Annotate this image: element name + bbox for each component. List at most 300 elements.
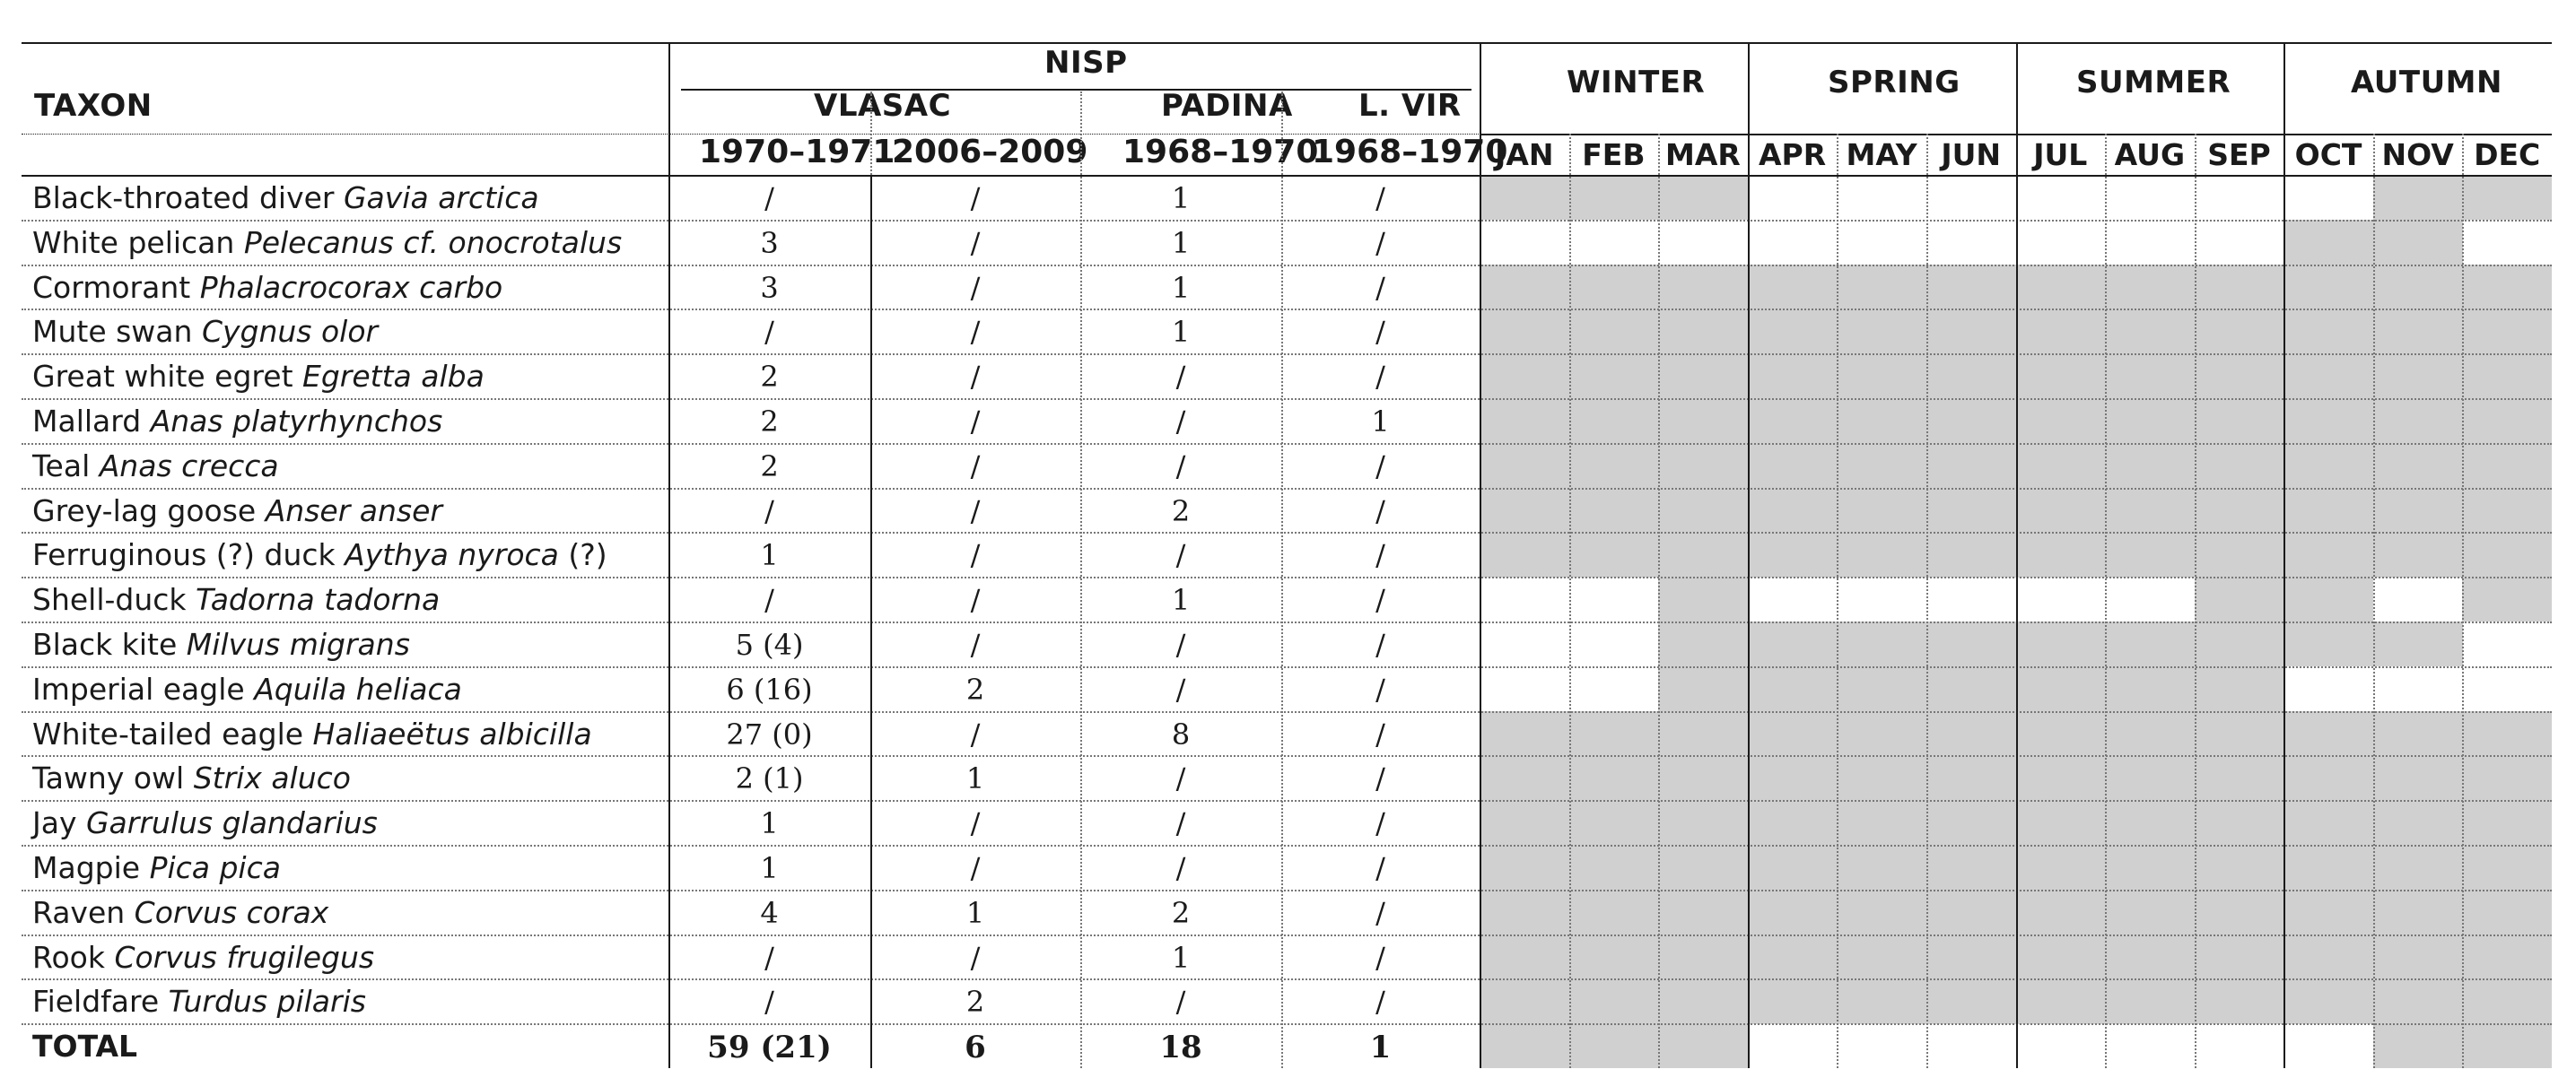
- month-shade-cell: [1658, 978, 1748, 1023]
- month-shade-cell: [2462, 935, 2552, 979]
- taxon-common-name: Great white egret: [32, 359, 302, 395]
- month-shade-cell: [1748, 309, 1838, 353]
- month-header-apr: APR: [1758, 137, 1827, 172]
- month-shade-cell: [2283, 890, 2373, 935]
- taxon-name: [32, 224, 623, 260]
- taxon-suffix: (?): [558, 537, 607, 573]
- month-shade-cell: [1837, 353, 1926, 398]
- nisp-value: /: [1175, 806, 1186, 841]
- month-shade-cell: [2195, 800, 2284, 845]
- nisp-value: 8: [1171, 717, 1191, 752]
- month-shade-cell: [1658, 711, 1748, 756]
- nisp-value: /: [1375, 538, 1385, 573]
- month-shade-cell: [1480, 978, 1569, 1023]
- month-shade-cell: [1480, 755, 1569, 800]
- nisp-value: /: [1175, 761, 1186, 796]
- month-shade-cell: [2195, 398, 2284, 443]
- month-shade-cell: [1569, 711, 1659, 756]
- season-header-autumn: AUTUMN: [2351, 65, 2502, 100]
- taxon-common-name: White pelican: [32, 224, 244, 260]
- year-header-vlasac-1970: 1970–1971: [699, 134, 895, 170]
- month-shade-cell: [1658, 175, 1748, 220]
- nisp-value: 3: [760, 225, 779, 260]
- row-separator: [22, 622, 2552, 623]
- taxon-latin-name: Aquila heliaca: [254, 671, 462, 707]
- row-separator: [22, 935, 2552, 936]
- nisp-value: /: [1375, 583, 1385, 618]
- month-shade-cell: [2195, 488, 2284, 533]
- nisp-value: 1: [1171, 225, 1191, 260]
- nisp-value: 1: [1171, 315, 1191, 350]
- month-header-oct: OCT: [2294, 137, 2362, 172]
- nisp-value: /: [970, 940, 981, 975]
- month-shade-cell: [1658, 890, 1748, 935]
- month-shade-cell: [2373, 1023, 2463, 1068]
- nisp-value: /: [1375, 225, 1385, 260]
- month-shade-cell: [1926, 666, 2016, 711]
- month-shade-cell: [2105, 353, 2195, 398]
- year-header-padina-1968: 1968–1970: [1122, 134, 1319, 170]
- padina-rule: [1080, 91, 1082, 1068]
- month-shade-cell: [1658, 353, 1748, 398]
- month-shade-cell: [2462, 488, 2552, 533]
- taxon-common-name: Magpie: [32, 850, 150, 885]
- site-header-padina: PADINA: [1161, 88, 1293, 124]
- nisp-value: /: [1175, 985, 1186, 1020]
- month-rule: [2195, 134, 2196, 1068]
- month-shade-cell: [1658, 577, 1748, 622]
- taxon-common-name: Mallard: [32, 404, 151, 439]
- taxon-latin-name: Aythya nyroca: [345, 537, 559, 573]
- month-shade-cell: [2195, 622, 2284, 666]
- month-shade-cell: [1926, 532, 2016, 577]
- month-shade-cell: [1926, 845, 2016, 890]
- month-shade-cell: [1837, 666, 1926, 711]
- taxon-name: [32, 716, 592, 752]
- nisp-value: 2: [965, 985, 985, 1020]
- month-shade-cell: [1658, 845, 1748, 890]
- month-shade-cell: [1480, 175, 1569, 220]
- month-shade-cell: [1926, 935, 2016, 979]
- taxon-name: [32, 537, 607, 573]
- month-shade-cell: [1658, 622, 1748, 666]
- month-shade-cell: [1658, 488, 1748, 533]
- nisp-value: /: [764, 493, 774, 528]
- month-shade-cell: [2016, 353, 2106, 398]
- month-shade-cell: [1748, 800, 1838, 845]
- month-shade-cell: [2016, 309, 2106, 353]
- month-shade-cell: [2462, 577, 2552, 622]
- month-shade-cell: [1569, 353, 1659, 398]
- nisp-value: /: [970, 315, 981, 350]
- month-shade-cell: [2016, 755, 2106, 800]
- taxon-name: [32, 671, 462, 707]
- taxon-latin-name: Anas crecca: [99, 448, 279, 483]
- taxon-name: [32, 805, 378, 841]
- month-shade-cell: [1748, 622, 1838, 666]
- month-shade-cell: [2016, 845, 2106, 890]
- taxon-name: [32, 269, 503, 305]
- month-shade-cell: [2283, 532, 2373, 577]
- nisp-value: /: [764, 985, 774, 1020]
- month-shade-cell: [2195, 265, 2284, 309]
- month-shade-cell: [2462, 800, 2552, 845]
- month-shade-cell: [1480, 265, 1569, 309]
- month-shade-cell: [1658, 443, 1748, 488]
- nisp-value: /: [970, 806, 981, 841]
- nisp-value: /: [1175, 538, 1186, 573]
- nisp-value: /: [1375, 761, 1385, 796]
- month-shade-cell: [1480, 845, 1569, 890]
- month-rule: [1658, 134, 1660, 1068]
- month-shade-cell: [1658, 398, 1748, 443]
- month-shade-cell: [2373, 622, 2463, 666]
- month-shade-cell: [1569, 1023, 1659, 1068]
- nisp-value: 1: [1171, 583, 1191, 618]
- month-shade-cell: [1748, 265, 1838, 309]
- nisp-value: /: [1375, 940, 1385, 975]
- month-shade-cell: [2373, 309, 2463, 353]
- month-shade-cell: [2462, 845, 2552, 890]
- month-shade-cell: [2016, 398, 2106, 443]
- month-shade-cell: [1480, 488, 1569, 533]
- month-shade-cell: [2195, 309, 2284, 353]
- month-shade-cell: [1569, 890, 1659, 935]
- nisp-value: /: [1375, 270, 1385, 305]
- month-shade-cell: [2016, 711, 2106, 756]
- month-shade-cell: [1837, 532, 1926, 577]
- month-shade-cell: [2195, 532, 2284, 577]
- taxon-common-name: Teal: [32, 448, 100, 483]
- month-shade-cell: [2283, 488, 2373, 533]
- taxon-common-name: Grey-lag goose: [32, 492, 266, 528]
- nisp-value: 2: [1171, 493, 1191, 528]
- year-header-lvir-1968: 1968–1970: [1312, 134, 1508, 170]
- month-shade-cell: [1837, 978, 1926, 1023]
- month-shade-cell: [2373, 488, 2463, 533]
- month-shade-cell: [2462, 265, 2552, 309]
- season-header-summer: SUMMER: [2076, 65, 2231, 100]
- month-shade-cell: [2016, 978, 2106, 1023]
- month-shade-cell: [1837, 443, 1926, 488]
- nisp-value: 27 (0): [726, 717, 813, 752]
- month-shade-cell: [2283, 220, 2373, 265]
- nisp-value: /: [1375, 493, 1385, 528]
- month-shade-cell: [1926, 265, 2016, 309]
- taxon-common-name: White-tailed eagle: [32, 716, 313, 752]
- month-shade-cell: [1480, 711, 1569, 756]
- taxon-latin-name: Phalacrocorax carbo: [199, 269, 503, 305]
- taxon-name: [32, 939, 375, 975]
- nisp-value: 2 (1): [735, 761, 804, 796]
- month-shade-cell: [2373, 175, 2463, 220]
- month-shade-cell: [2283, 711, 2373, 756]
- nisp-value: /: [764, 181, 774, 215]
- month-shade-cell: [2195, 711, 2284, 756]
- taxon-name: [32, 404, 443, 439]
- taxon-name: [32, 894, 329, 930]
- month-shade-cell: [1748, 398, 1838, 443]
- taxon-latin-name: Haliaeëtus albicilla: [312, 716, 592, 752]
- month-shade-cell: [1926, 353, 2016, 398]
- month-shade-cell: [2373, 800, 2463, 845]
- month-rule: [1837, 134, 1838, 1068]
- month-shade-cell: [1569, 443, 1659, 488]
- month-header-jan: JAN: [1495, 137, 1554, 172]
- taxon-name: [32, 180, 539, 215]
- month-shade-cell: [2195, 935, 2284, 979]
- month-shade-cell: [1480, 353, 1569, 398]
- month-shade-cell: [1569, 845, 1659, 890]
- month-shade-cell: [1926, 978, 2016, 1023]
- month-shade-cell: [2283, 398, 2373, 443]
- month-shade-cell: [1926, 800, 2016, 845]
- nisp-value: 1: [965, 761, 985, 796]
- month-shade-cell: [1658, 666, 1748, 711]
- nisp-value: 6 (16): [726, 672, 813, 707]
- month-rule: [1569, 134, 1571, 1068]
- nisp-value: /: [970, 583, 981, 618]
- month-shade-cell: [2195, 666, 2284, 711]
- taxon-common-name: TOTAL: [32, 1029, 138, 1065]
- month-shade-cell: [1926, 309, 2016, 353]
- nisp-value: /: [1375, 851, 1385, 885]
- nisp-value: /: [1375, 806, 1385, 841]
- nisp-value: 2: [1171, 895, 1191, 930]
- nisp-value: /: [1175, 851, 1186, 885]
- nisp-value: /: [1175, 360, 1186, 395]
- taxon-common-name: Fieldfare: [32, 984, 169, 1020]
- nisp-value: /: [1375, 315, 1385, 350]
- month-shade-cell: [1658, 935, 1748, 979]
- nisp-value: /: [970, 851, 981, 885]
- month-shade-cell: [1748, 978, 1838, 1023]
- month-shade-cell: [1837, 309, 1926, 353]
- taxon-name: [32, 359, 485, 395]
- month-shade-cell: [1748, 666, 1838, 711]
- month-shade-cell: [1480, 309, 1569, 353]
- month-shade-cell: [2105, 622, 2195, 666]
- nisp-value: 59 (21): [707, 1030, 832, 1066]
- taxon-latin-name: Strix aluco: [193, 761, 351, 796]
- month-shade-cell: [1837, 890, 1926, 935]
- row-separator: [22, 845, 2552, 847]
- nisp-value: /: [970, 360, 981, 395]
- month-shade-cell: [2373, 755, 2463, 800]
- month-shade-cell: [2283, 443, 2373, 488]
- total-row-label: [32, 1029, 138, 1065]
- row-separator: [22, 577, 2552, 578]
- month-shade-cell: [2373, 220, 2463, 265]
- month-shade-cell: [1480, 890, 1569, 935]
- nisp-value: 4: [760, 895, 779, 930]
- taxon-column-rule: [668, 42, 670, 1068]
- nisp-value: /: [1375, 985, 1385, 1020]
- month-shade-cell: [1748, 532, 1838, 577]
- month-shade-cell: [2462, 978, 2552, 1023]
- month-shade-cell: [2105, 800, 2195, 845]
- nisp-value: 1: [1171, 270, 1191, 305]
- month-shade-cell: [2373, 978, 2463, 1023]
- taxon-common-name: Imperial eagle: [32, 671, 255, 707]
- month-shade-cell: [2105, 711, 2195, 756]
- taxon-name: [32, 582, 441, 618]
- nisp-value: /: [1375, 181, 1385, 215]
- month-shade-cell: [1569, 935, 1659, 979]
- site-header-vlasac: VLASAC: [814, 88, 952, 124]
- month-shade-cell: [1837, 845, 1926, 890]
- nisp-value: 1: [1371, 404, 1390, 439]
- nisp-value: /: [970, 628, 981, 662]
- row-separator: [22, 488, 2552, 490]
- taxon-latin-name: Gavia arctica: [343, 180, 539, 215]
- nisp-value: 2: [760, 360, 779, 395]
- month-shade-cell: [1748, 890, 1838, 935]
- month-shade-cell: [2016, 265, 2106, 309]
- nisp-value: /: [1375, 360, 1385, 395]
- month-header-aug: AUG: [2114, 137, 2186, 172]
- month-rule: [1926, 134, 1928, 1068]
- nisp-value: /: [970, 404, 981, 439]
- season-header-spring: SPRING: [1828, 65, 1960, 100]
- nisp-value: /: [1175, 628, 1186, 662]
- month-shade-cell: [1480, 398, 1569, 443]
- taxon-name: [32, 627, 410, 662]
- row-separator: [22, 666, 2552, 668]
- month-shade-cell: [1569, 175, 1659, 220]
- taxon-latin-name: Turdus pilaris: [168, 984, 366, 1020]
- month-shade-cell: [1658, 1023, 1748, 1068]
- month-shade-cell: [2283, 577, 2373, 622]
- month-shade-cell: [2105, 755, 2195, 800]
- month-shade-cell: [2373, 935, 2463, 979]
- nisp-value: /: [970, 538, 981, 573]
- taxon-name: [32, 314, 379, 350]
- month-shade-cell: [1748, 488, 1838, 533]
- row-separator: [22, 978, 2552, 980]
- month-shade-cell: [1569, 800, 1659, 845]
- month-shade-cell: [2016, 890, 2106, 935]
- month-shade-cell: [2105, 398, 2195, 443]
- month-shade-cell: [2373, 353, 2463, 398]
- nisp-value: /: [1375, 628, 1385, 662]
- month-shade-cell: [2016, 443, 2106, 488]
- taxon-name: [32, 492, 442, 528]
- month-shade-cell: [2462, 532, 2552, 577]
- row-separator: [22, 1023, 2552, 1025]
- month-shade-cell: [1480, 443, 1569, 488]
- month-shade-cell: [2283, 978, 2373, 1023]
- row-separator: [22, 532, 2552, 534]
- month-shade-cell: [1480, 800, 1569, 845]
- taxon-latin-name: Anser anser: [265, 492, 442, 528]
- taxon-latin-name: Egretta alba: [302, 359, 485, 395]
- season-rule: [1748, 42, 1750, 1068]
- month-shade-cell: [2016, 666, 2106, 711]
- month-rule: [2105, 134, 2107, 1068]
- taxon-common-name: Tawny owl: [32, 761, 194, 796]
- month-shade-cell: [2195, 755, 2284, 800]
- nisp-value: 2: [760, 448, 779, 483]
- nisp-value: 2: [965, 672, 985, 707]
- nisp-value: 1: [760, 851, 779, 885]
- taxon-latin-name: Pelecanus cf. onocrotalus: [243, 224, 623, 260]
- month-shade-cell: [1837, 935, 1926, 979]
- month-shade-cell: [2195, 978, 2284, 1023]
- nisp-value: 1: [760, 538, 779, 573]
- taxon-name: [32, 448, 279, 483]
- row-separator: [22, 711, 2552, 713]
- month-shade-cell: [1837, 622, 1926, 666]
- month-shade-cell: [2105, 488, 2195, 533]
- month-shade-cell: [1569, 398, 1659, 443]
- row-separator: [22, 220, 2552, 222]
- month-header-mar: MAR: [1665, 137, 1741, 172]
- month-shade-cell: [2105, 978, 2195, 1023]
- taxon-common-name: Cormorant: [32, 269, 200, 305]
- month-shade-cell: [1748, 711, 1838, 756]
- month-shade-cell: [1837, 398, 1926, 443]
- month-shade-cell: [1480, 532, 1569, 577]
- month-shade-cell: [1748, 443, 1838, 488]
- month-shade-cell: [2195, 845, 2284, 890]
- nisp-value: /: [1375, 448, 1385, 483]
- month-shade-cell: [1837, 755, 1926, 800]
- season-header-winter: WINTER: [1567, 65, 1706, 100]
- nisp-value: 18: [1159, 1030, 1202, 1066]
- nisp-value: 6: [965, 1030, 986, 1066]
- bird-taxa-table: [22, 42, 2552, 1069]
- nisp-value: /: [970, 493, 981, 528]
- month-shade-cell: [2373, 443, 2463, 488]
- taxon-common-name: Black kite: [32, 627, 187, 662]
- month-shade-cell: [1569, 978, 1659, 1023]
- month-shade-cell: [1748, 755, 1838, 800]
- months-start-rule: [1480, 42, 1481, 1068]
- row-separator: [22, 755, 2552, 757]
- month-shade-cell: [2283, 353, 2373, 398]
- month-header-jul: JUL: [2033, 137, 2088, 172]
- month-shade-cell: [2105, 845, 2195, 890]
- month-shade-cell: [2373, 398, 2463, 443]
- month-shade-cell: [2195, 890, 2284, 935]
- month-shade-cell: [1569, 532, 1659, 577]
- nisp-value: 1: [760, 806, 779, 841]
- month-shade-cell: [1926, 890, 2016, 935]
- month-shade-cell: [2462, 309, 2552, 353]
- month-shade-cell: [2283, 265, 2373, 309]
- month-rule: [2373, 134, 2375, 1068]
- nisp-value: /: [1175, 672, 1186, 707]
- month-shade-cell: [2373, 265, 2463, 309]
- month-header-nov: NOV: [2381, 137, 2454, 172]
- taxon-common-name: Mute swan: [32, 314, 202, 350]
- taxon-name: [32, 984, 366, 1020]
- nisp-value: 1: [965, 895, 985, 930]
- month-shade-cell: [2016, 622, 2106, 666]
- month-header-may: MAY: [1846, 137, 1917, 172]
- month-shade-cell: [2462, 353, 2552, 398]
- month-shade-cell: [1926, 711, 2016, 756]
- month-header-sep: SEP: [2207, 137, 2271, 172]
- month-shade-cell: [1569, 265, 1659, 309]
- vlasac-header-rule: [870, 91, 872, 175]
- taxon-latin-name: Anas platyrhynchos: [150, 404, 443, 439]
- month-shade-cell: [2105, 935, 2195, 979]
- taxon-common-name: Jay: [32, 805, 86, 841]
- month-shade-cell: [2462, 175, 2552, 220]
- month-shade-cell: [1569, 755, 1659, 800]
